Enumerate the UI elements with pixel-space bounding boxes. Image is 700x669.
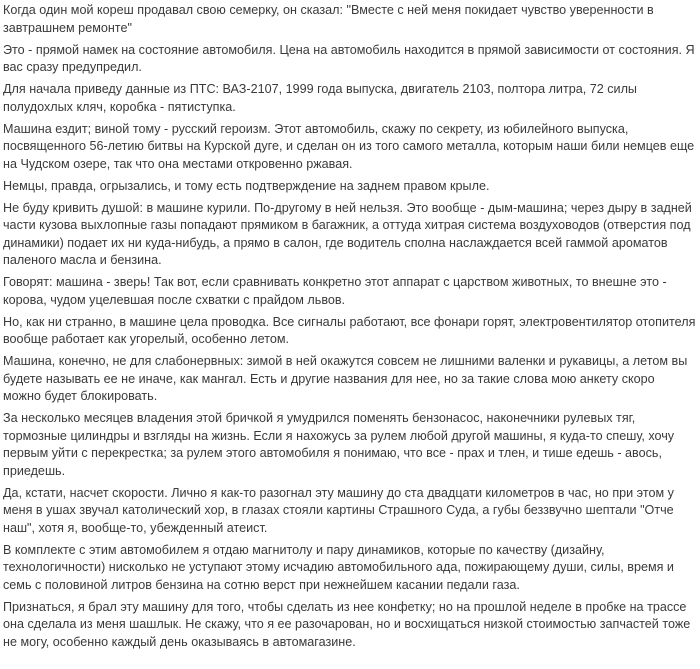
paragraph: Да, кстати, насчет скорости. Лично я как-то разогнал эту машину до ста двадцати километров в час, но при этом у меня в ушах звучал католический хор, в глазах стояли картины Страшного Суда, а губы беззвучно шептали "Отче наш", хотя я, вообще-то, убежденный атеист. [3,485,674,535]
paragraph: Но, как ни странно, в машине цела проводка. Все сигналы работают, все фонари горят, электровентилятор отопителя вообще работает как угорелый, особенно летом. [3,314,696,346]
paragraph: Машина ездит; виной тому - русский героизм. Этот автомобиль, скажу по секрету, из юбилейного выпуска, посвященного 56-летию битвы на Курской дуге, и сделан он из того самого металла, которым наши били немцев еще на Чудском озере, так что она местами откровенно ржавая. [3,121,695,171]
paragraph: В комплекте с этим автомобилем я отдаю магнитолу и пару динамиков, которые по качеству (дизайну, технологичности) нисколько не уступают этому исчадию автомобильного ада, пожирающему души, силы, время и семь с половиной литров бензина на сотню верст при нежнейшем касании педали газа. [3,542,674,592]
paragraph: Признаться, я брал эту машину для того, чтобы сделать из нее конфетку; но на прошлой неделе в пробке на трассе она сделала из меня шашлык. Не скажу, что я ее разочарован, но и восхищаться низкой стоимостью запчастей тоже не могу, особенно каждый день оказываясь в автомагазине. [3,599,691,649]
paragraph: Немцы, правда, огрызались, и тому есть подтверждение на заднем правом крыле. [3,178,490,193]
paragraph: Говорят: машина - зверь! Так вот, если сравнивать конкретно этот аппарат с царством животных, то внешне это - корова, чудом уцелевшая после схватки с прайдом львов. [3,275,667,307]
paragraph: За несколько месяцев владения этой бричкой я умудрился поменять бензонасос, наконечники рулевых тяг, тормозные цилиндры и взгляды на жизнь. Если я нахожусь за рулем любой другой машины, я куда-то спешу, хочу первым уйти с перекрестка; за рулем этого автомобиля я понимаю, что все - прах и тлен, и тише едешь - авось, приедешь. [3,411,675,478]
paragraph: Это - прямой намек на состояние автомобиля. Цена на автомобиль находится в прямой зависимости от состояния. Я вас сразу предупредил. [3,42,695,74]
paragraph: Машина, конечно, не для слабонервных: зимой в ней окажутся совсем не лишними валенки и рукавицы, а летом вы будете называть ее не иначе, как мангал. Есть и другие названия для нее, но за такие слова мою анкету скоро можно будет блокировать. [3,354,688,403]
paragraph: Не буду кривить душой: в машине курили. По-другому в ней нельзя. Это вообще - дым-машина; через дыру в задней части кузова выхлопные газы попадают прямиком в багажник, а оттуда хитрая система воздуховодов (отверстия под динамики) подает их ни куда-нибудь, а прямо в салон, где водитель сполна наслаждается всей гаммой ароматов паленого масла и бензина. [3,200,692,267]
paragraph: Для начала приведу данные из ПТС: ВАЗ-2107, 1999 года выпуска, двигатель 2103, полтора литра, 72 силы полудохлых кляч, коробка - пятиступка. [3,82,637,114]
paragraph: Когда один мой кореш продавал свою семерку, он сказал: "Вместе с ней меня покидает чувство уверенности в завтрашнем ремонте" [3,3,654,35]
